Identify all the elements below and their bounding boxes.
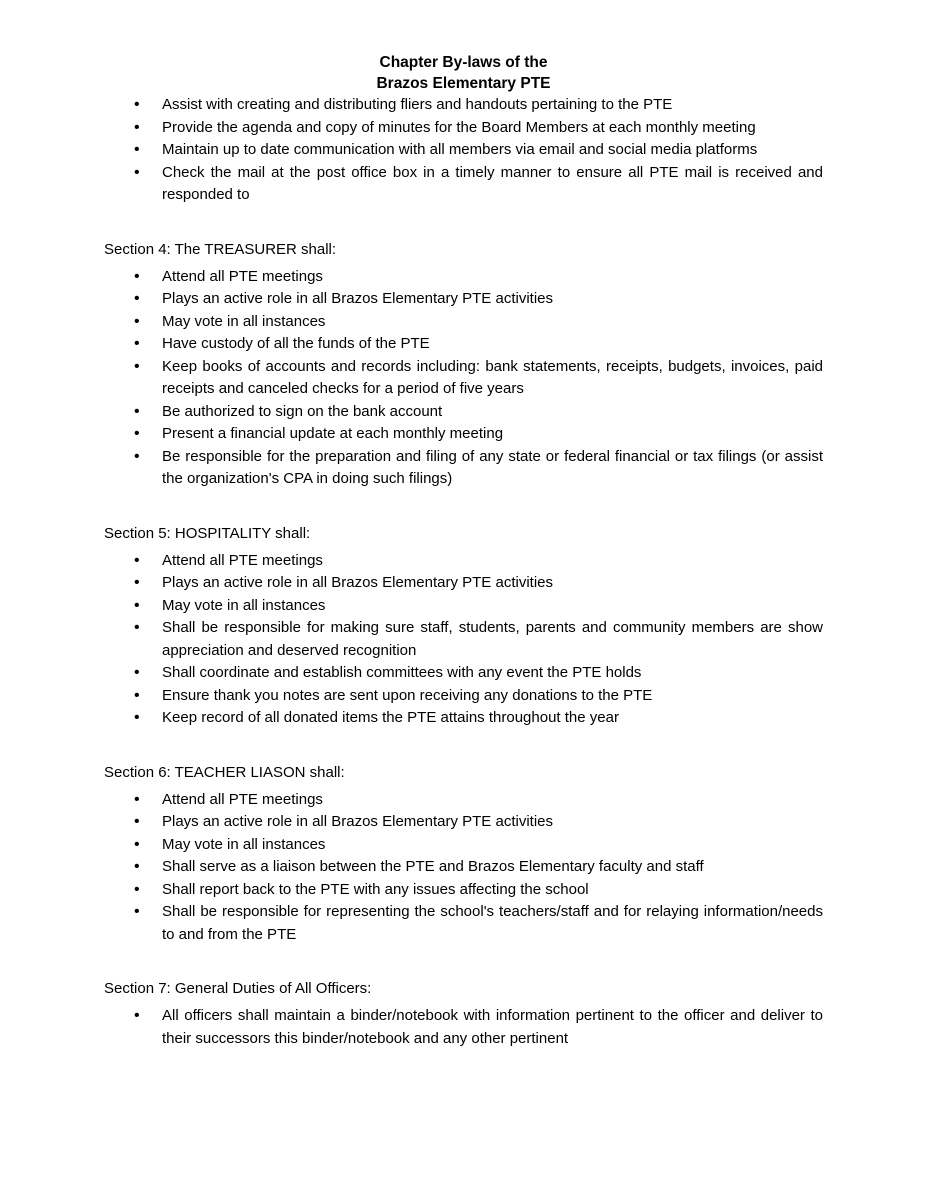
list-item: • Maintain up to date communication with all members via email and social media platforms bbox=[104, 139, 823, 162]
bullet-list bbox=[104, 266, 823, 491]
list-item: • Shall report back to the PTE with any issues affecting the school bbox=[104, 879, 823, 902]
bullet-list bbox=[104, 94, 823, 207]
section-heading: Section 7: General Duties of All Officers: bbox=[104, 980, 372, 997]
list-item: • Plays an active role in all Brazos Elementary PTE activities bbox=[104, 288, 823, 311]
bullet-list bbox=[104, 550, 823, 730]
list-item: • Shall be responsible for making sure staff, students, parents and community members are show appreciation and deserved recognition bbox=[104, 617, 823, 662]
list-item: • Assist with creating and distributing fliers and handouts pertaining to the PTE bbox=[104, 94, 823, 117]
section-heading: Section 6: TEACHER LIASON shall: bbox=[104, 763, 345, 781]
document-body bbox=[104, 94, 823, 1060]
list-spacer bbox=[104, 1050, 823, 1060]
document-title-line-1: Chapter By-laws of the bbox=[379, 54, 548, 71]
list-spacer bbox=[104, 946, 823, 956]
list-item: • Plays an active role in all Brazos Elementary PTE activities bbox=[104, 811, 823, 834]
list-item: • May vote in all instances bbox=[104, 834, 823, 857]
list-item: • Be responsible for the preparation and filing of any state or federal financial or tax filings (or assist the organization's CPA in doing such filings) bbox=[104, 446, 823, 491]
list-item: • May vote in all instances bbox=[104, 595, 823, 618]
list-item: • Check the mail at the post office box in a timely manner to ensure all PTE mail is received and responded to bbox=[104, 162, 823, 207]
bullet-list bbox=[104, 789, 823, 947]
document-title-line-2: Brazos Elementary PTE bbox=[376, 75, 551, 92]
list-item: • Plays an active role in all Brazos Elementary PTE activities bbox=[104, 572, 823, 595]
list-item: • Shall coordinate and establish committees with any event the PTE holds bbox=[104, 662, 823, 685]
list-item: • Attend all PTE meetings bbox=[104, 550, 823, 573]
document-title bbox=[104, 52, 823, 94]
list-item: • May vote in all instances bbox=[104, 311, 823, 334]
list-item: • Present a financial update at each monthly meeting bbox=[104, 423, 823, 446]
list-spacer bbox=[104, 491, 823, 501]
bullet-list bbox=[104, 1005, 823, 1050]
list-item: • Keep record of all donated items the PTE attains throughout the year bbox=[104, 707, 823, 730]
list-item: • Ensure thank you notes are sent upon receiving any donations to the PTE bbox=[104, 685, 823, 708]
list-item: • Shall be responsible for representing the school's teachers/staff and for relaying information/needs to and from the PTE bbox=[104, 901, 823, 946]
list-item: • Have custody of all the funds of the PTE bbox=[104, 333, 823, 356]
section-heading: Section 5: HOSPITALITY shall: bbox=[104, 524, 311, 542]
list-item: • Shall serve as a liaison between the PTE and Brazos Elementary faculty and staff bbox=[104, 856, 823, 879]
list-item: • All officers shall maintain a binder/notebook with information pertinent to the officer and deliver to their successors this binder/notebook and any other pertinent bbox=[104, 1005, 823, 1050]
list-item: • Provide the agenda and copy of minutes for the Board Members at each monthly meeting bbox=[104, 117, 823, 140]
list-item: • Attend all PTE meetings bbox=[104, 789, 823, 812]
list-item: • Keep books of accounts and records including: bank statements, receipts, budgets, invoices, paid receipts and canceled checks for a period of five years bbox=[104, 356, 823, 401]
list-item: • Attend all PTE meetings bbox=[104, 266, 823, 289]
section-heading: Section 4: The TREASURER shall: bbox=[104, 240, 337, 258]
list-spacer bbox=[104, 730, 823, 740]
list-item: • Be authorized to sign on the bank account bbox=[104, 401, 823, 424]
list-spacer bbox=[104, 207, 823, 217]
